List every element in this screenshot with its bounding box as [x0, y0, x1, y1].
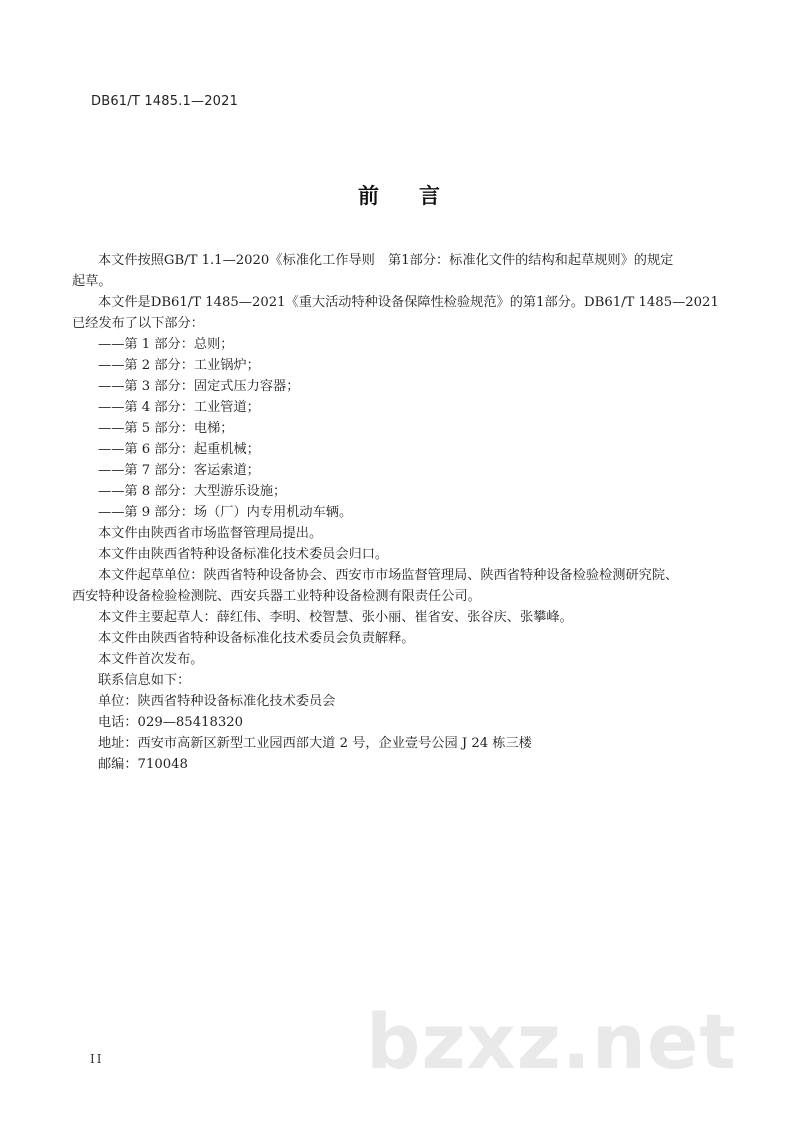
contact-address: 地址：西安市高新区新型工业园西部大道 2 号，企业壹号公园 J 24 栋三楼: [98, 736, 532, 751]
part-list-item: ——第 5 部分：电梯；: [98, 421, 234, 436]
paragraph-line: 本文件主要起草人：薛红伟、李明、校智慧、张小丽、崔省安、张谷庆、张攀峰。: [98, 610, 573, 625]
paragraph-line: 本文件按照GB/T 1.1—2020《标准化工作导则 第1部分：标准化文件的结构和起草规则》的规定: [98, 253, 674, 268]
paragraph-line: 本文件由陕西省特种设备标准化技术委员会归口。: [98, 547, 389, 562]
paragraph-line: 已经发布了以下部分：: [72, 316, 204, 331]
paragraph-line: 本文件起草单位：陕西省特种设备协会、西安市市场监督管理局、陕西省特种设备检验检测研究院、: [98, 568, 679, 583]
paragraph-line: 本文件由陕西省特种设备标准化技术委员会负责解释。: [98, 631, 415, 646]
part-list-item: ——第 7 部分：客运索道；: [98, 463, 260, 478]
paragraph-line: 起草。: [72, 274, 112, 289]
paragraph-line: 本文件首次发布。: [98, 652, 204, 667]
page-title: [0, 180, 800, 210]
part-list-item: ——第 1 部分：总则；: [98, 337, 234, 352]
document-code: DB61/T 1485.1—2021: [91, 94, 239, 109]
part-list-item: ——第 6 部分：起重机械；: [98, 442, 260, 457]
contact-unit: 单位：陕西省特种设备标准化技术委员会: [98, 694, 336, 709]
part-list-item: ——第 2 部分：工业锅炉；: [98, 358, 260, 373]
part-list-item: ——第 9 部分：场（厂）内专用机动车辆。: [98, 505, 353, 520]
part-list-item: ——第 8 部分：大型游乐设施；: [98, 484, 287, 499]
site-watermark: bzxz.net: [366, 997, 737, 1086]
title-char-1: 前: [358, 184, 381, 208]
contact-heading: 联系信息如下：: [98, 673, 191, 688]
part-list-item: ——第 4 部分：工业管道；: [98, 400, 260, 415]
page-number: II: [90, 1052, 104, 1066]
title-char-2: 言: [419, 184, 442, 208]
part-list-item: ——第 3 部分：固定式压力容器；: [98, 379, 300, 394]
contact-phone: 电话：029—85418320: [98, 715, 244, 730]
contact-postcode: 邮编：710048: [98, 757, 188, 772]
foreword-body: [72, 250, 732, 775]
paragraph-line: 本文件是DB61/T 1485—2021《重大活动特种设备保障性检验规范》的第1部分。DB61/T 1485—2021: [98, 295, 719, 310]
paragraph-line: 本文件由陕西省市场监督管理局提出。: [98, 526, 323, 541]
paragraph-line: 西安特种设备检验检测院、西安兵器工业特种设备检测有限责任公司。: [72, 589, 481, 604]
